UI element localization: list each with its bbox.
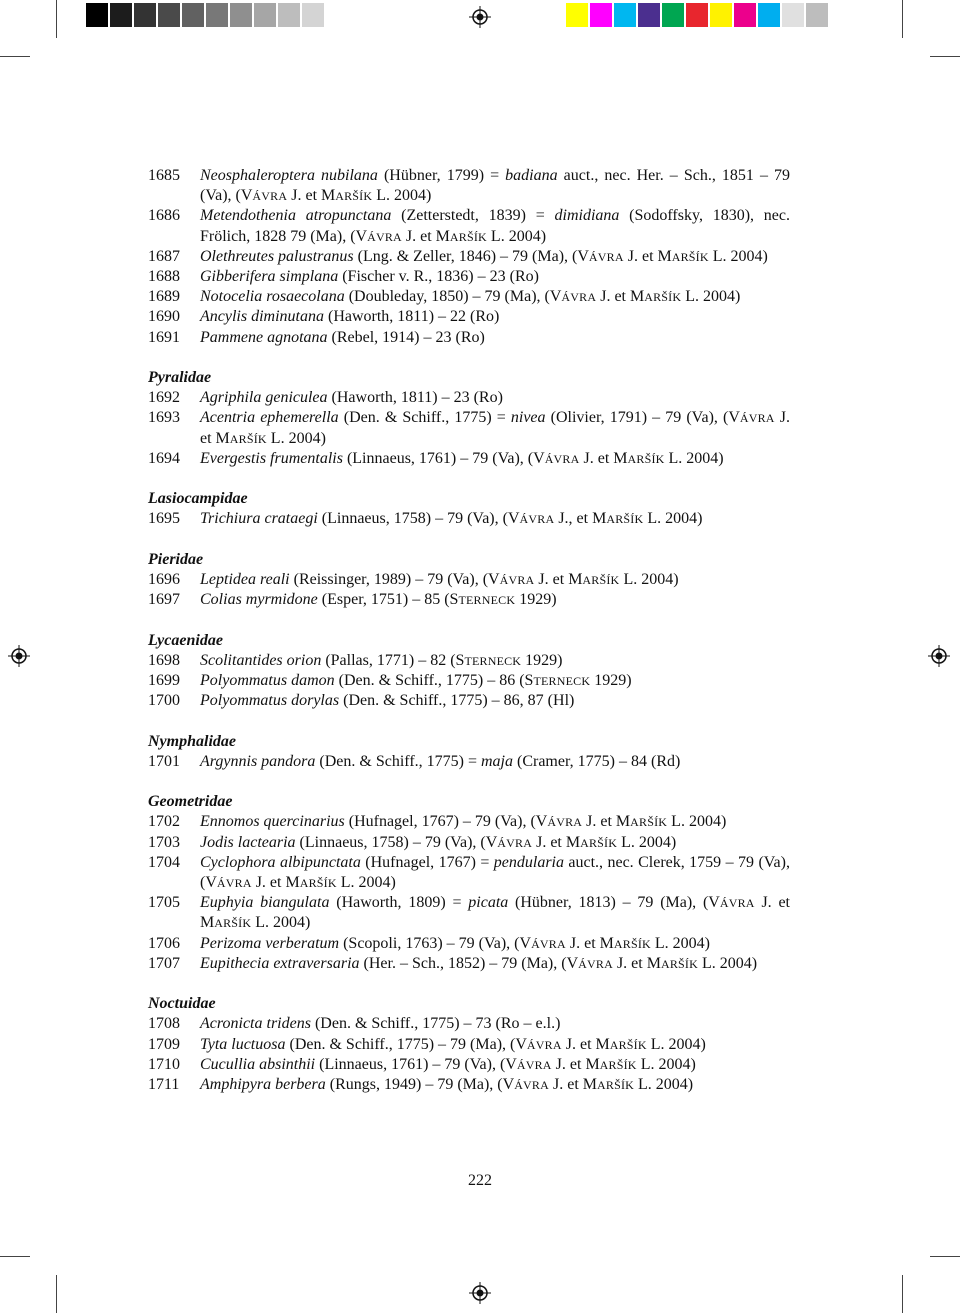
species-name: Trichiura crataegi: [200, 510, 318, 528]
entry-text: (Linnaeus, 1758) – 79 (Va), (V: [295, 833, 498, 851]
entry-text: L. 2004): [266, 429, 326, 447]
author-smallcaps: ÁVRA: [531, 936, 566, 951]
family-heading: Lasiocampidae: [148, 490, 248, 508]
species-name: Cucullia absinthii: [200, 1055, 316, 1073]
author-smallcaps: ÁVRA: [519, 512, 555, 527]
species-name: Acronicta tridens: [200, 1015, 311, 1033]
entry-text: (Den. & Schiff., 1775) – 73 (Ro – e.l.): [310, 1015, 561, 1033]
gray-color-bar: [86, 3, 326, 27]
color-swatch: [614, 3, 636, 27]
species-list: [148, 166, 790, 1095]
entry-text: (Linnaeus, 1758) – 79 (Va), (V: [317, 510, 520, 528]
entry-text: J. et M: [549, 1076, 597, 1094]
entry-text: (Den. & Schiff., 1775) – 79 (Ma), (V: [285, 1035, 527, 1053]
crop-mark: [902, 1275, 903, 1313]
entry-number: 1702: [148, 813, 180, 831]
author-smallcaps: ÁVRA: [514, 1078, 549, 1093]
entry-text: L. 2004): [708, 247, 768, 265]
author-smallcaps: TERNECK: [458, 593, 516, 608]
author-smallcaps: ARŠÍK: [599, 1057, 637, 1072]
species-name: Argynnis pandora: [200, 752, 316, 770]
author-smallcaps: ARŠÍK: [299, 876, 337, 891]
species-entry: [148, 166, 790, 206]
author-smallcaps: ÁVRA: [544, 451, 580, 466]
entry-text: (Hufnagel, 1767) =: [360, 853, 494, 871]
species-name: Olethreutes palustranus: [200, 247, 354, 265]
registration-mark-icon: [469, 6, 491, 28]
species-name: nivea: [510, 409, 546, 427]
entry-text: (Lng. & Zeller, 1846) – 79 (Ma), (V: [353, 247, 589, 265]
entry-number: 1703: [148, 833, 180, 851]
crop-mark: [0, 1256, 30, 1257]
color-swatch: [230, 3, 252, 27]
crop-mark: [930, 1256, 960, 1257]
entry-text: 1929): [515, 591, 557, 609]
species-name: Tyta luctuosa: [200, 1035, 286, 1053]
entry-text: L. 2004): [619, 571, 679, 589]
color-swatch: [662, 3, 684, 27]
species-name: Scolitantides orion: [200, 651, 322, 669]
entry-text: L. 2004): [617, 833, 677, 851]
entry-number: 1685: [148, 167, 180, 184]
entry-text: (Her. – Sch., 1852) – 79 (Ma), (V: [359, 954, 579, 972]
species-name: Cyclophora albipunctata: [200, 853, 361, 871]
entry-text: J. et M: [551, 1055, 600, 1073]
entry-text: (Hufnagel, 1767) – 79 (Va), (V: [344, 813, 548, 831]
entry-text: L. 2004): [681, 288, 741, 306]
entry-text: J. et M: [401, 227, 450, 245]
color-swatch: [806, 3, 828, 27]
species-name: Evergestis frumentalis: [200, 449, 343, 467]
entry-text: (Esper, 1751) – 85 (S: [317, 591, 459, 609]
species-entry: [148, 1075, 790, 1095]
entry-number: 1686: [148, 207, 180, 225]
entry-text: (Olivier, 1791) – 79 (Va), (V: [545, 409, 740, 427]
color-swatch: [782, 3, 804, 27]
entry-number: 1707: [148, 954, 180, 972]
family-heading: Noctuidae: [148, 995, 216, 1013]
crop-mark: [56, 1275, 57, 1313]
color-swatch: [590, 3, 612, 27]
author-smallcaps: TERNECK: [533, 674, 591, 689]
entry-number: 1695: [148, 510, 180, 528]
entry-text: L. 2004): [650, 934, 710, 952]
entry-text: (Haworth, 1811) – 23 (Ro): [327, 389, 503, 407]
entry-text: L. 2004): [336, 874, 396, 892]
registration-mark-icon: [928, 645, 950, 667]
author-smallcaps: ÁVRA: [526, 1037, 562, 1052]
species-name: Eupithecia extraversaria: [200, 954, 360, 972]
author-smallcaps: ARŠÍK: [660, 956, 698, 971]
entry-text: (Cramer, 1775) – 84 (Rd): [513, 752, 681, 770]
species-entry: [148, 509, 790, 529]
species-entry: [148, 408, 790, 448]
entry-number: 1709: [148, 1035, 180, 1053]
author-smallcaps: ARŠÍK: [630, 815, 668, 830]
crop-mark: [902, 0, 903, 38]
species-name: Neosphaleroptera nubilana: [200, 167, 378, 184]
color-swatch: [134, 3, 156, 27]
species-entry: [148, 954, 790, 974]
author-smallcaps: ÁVRA: [547, 815, 583, 830]
entry-number: 1687: [148, 247, 180, 265]
author-smallcaps: TERNECK: [464, 653, 522, 668]
species-name: pendularia: [493, 853, 564, 871]
family-heading: Nymphalidae: [148, 732, 236, 750]
color-swatch: [278, 3, 300, 27]
family-section: [148, 489, 790, 529]
entry-number: 1700: [148, 692, 180, 710]
species-name: picata: [468, 894, 509, 912]
entry-number: 1699: [148, 672, 180, 690]
entry-text: L. 2004): [664, 449, 724, 467]
entry-text: L. 2004): [643, 510, 703, 528]
species-entry: [148, 590, 790, 610]
entry-text: (Den. & Schiff., 1775) =: [338, 409, 511, 427]
entry-number: 1710: [148, 1055, 180, 1073]
family-section: [148, 368, 790, 469]
entry-text: J. et M: [596, 288, 645, 306]
species-entry: [148, 752, 790, 772]
entry-text: (Reissinger, 1989) – 79 (Va), (V: [289, 571, 500, 589]
author-smallcaps: ARŠÍK: [449, 229, 487, 244]
species-name: Notocelia rosaecolana: [200, 288, 345, 306]
author-smallcaps: ÁVRA: [561, 290, 597, 305]
entry-text: J. et M: [200, 409, 791, 447]
species-entry: [148, 671, 790, 691]
entry-text: L. 2004): [486, 227, 547, 245]
species-name: Perizoma verberatum: [200, 934, 340, 952]
author-smallcaps: ÁVRA: [588, 249, 624, 264]
process-color-bar: [566, 3, 830, 27]
family-sections: [148, 368, 790, 1095]
species-entry: [148, 247, 790, 267]
species-name: Jodis lactearia: [200, 833, 296, 851]
entry-number: 1688: [148, 268, 180, 286]
tortricidae-entries: [148, 166, 790, 348]
species-entry: [148, 570, 790, 590]
author-smallcaps: ARŠÍK: [582, 573, 620, 588]
entry-text: J., et M: [554, 510, 607, 528]
color-swatch: [686, 3, 708, 27]
author-smallcaps: ÁVRA: [499, 573, 535, 588]
entry-text: (Linnaeus, 1761) – 79 (Va), (V: [315, 1055, 517, 1073]
species-name: Gibberifera simplana: [200, 268, 339, 286]
color-swatch: [182, 3, 204, 27]
species-name: Agriphila geniculea: [200, 389, 328, 407]
species-name: Polyommatus dorylas: [200, 692, 340, 710]
entry-text: J. et M: [623, 247, 672, 265]
entry-number: 1711: [148, 1076, 180, 1094]
entry-text: J. et M: [561, 1035, 610, 1053]
registration-mark-icon: [8, 645, 30, 667]
species-name: Pammene agnotana: [200, 328, 328, 346]
entry-number: 1705: [148, 894, 180, 912]
entry-text: L. 2004): [667, 813, 727, 831]
entry-number: 1696: [148, 571, 180, 589]
author-smallcaps: ARŠÍK: [597, 1078, 635, 1093]
entry-text: (Fischer v. R., 1836) – 23 (Ro): [338, 268, 539, 286]
crop-mark: [56, 0, 57, 38]
species-entry: [148, 1035, 790, 1055]
species-entry: [148, 287, 790, 307]
family-section: [148, 732, 790, 772]
entry-text: J. et M: [534, 571, 583, 589]
family-section: [148, 792, 790, 974]
author-smallcaps: ÁVRA: [578, 956, 613, 971]
species-name: Colias myrmidone: [200, 591, 318, 609]
entry-number: 1708: [148, 1015, 180, 1033]
author-smallcaps: ÁVRA: [516, 1057, 552, 1072]
entry-number: 1692: [148, 389, 180, 407]
entry-text: (Rungs, 1949) – 79 (Ma), (V: [325, 1076, 515, 1094]
color-swatch: [638, 3, 660, 27]
author-smallcaps: ARŠÍK: [671, 249, 709, 264]
family-section: [148, 631, 790, 712]
species-name: Polyommatus damon: [200, 672, 335, 690]
author-smallcaps: ARŠÍK: [335, 189, 373, 204]
family-heading: Geometridae: [148, 793, 233, 811]
species-name: Euphyia biangulata: [200, 894, 330, 912]
author-smallcaps: ÁVRA: [367, 229, 402, 244]
author-smallcaps: ARŠÍK: [214, 916, 252, 931]
author-smallcaps: ARŠÍK: [609, 1037, 647, 1052]
entry-text: L. 2004): [372, 187, 432, 205]
entry-number: 1698: [148, 651, 180, 669]
author-smallcaps: ÁVRA: [739, 411, 775, 426]
entry-text: (Doubleday, 1850) – 79 (Ma), (V: [344, 288, 562, 306]
color-swatch: [86, 3, 108, 27]
crop-mark: [930, 56, 960, 57]
species-name: badiana: [505, 167, 558, 184]
species-entry: [148, 893, 790, 933]
species-name: maja: [481, 752, 513, 770]
entry-text: (Hübner, 1813) – 79 (Ma), (V: [508, 894, 720, 912]
author-smallcaps: ARŠÍK: [644, 290, 682, 305]
color-swatch: [110, 3, 132, 27]
species-entry: [148, 206, 790, 246]
species-name: dimidiana: [554, 207, 620, 225]
entry-number: 1693: [148, 409, 180, 427]
entry-text: L. 2004): [634, 1076, 694, 1094]
species-entry: [148, 307, 790, 327]
species-entry: [148, 691, 790, 711]
entry-text: J. et M: [200, 894, 790, 932]
species-entry: [148, 853, 790, 893]
entry-text: J. et M: [251, 874, 300, 892]
crop-mark: [0, 56, 30, 57]
color-swatch: [758, 3, 780, 27]
author-smallcaps: ÁVRA: [497, 835, 533, 850]
color-swatch: [566, 3, 588, 27]
entry-text: J. et M: [532, 833, 581, 851]
entry-text: 1929): [590, 672, 632, 690]
author-smallcaps: ARŠÍK: [613, 936, 651, 951]
author-smallcaps: ÁVRA: [719, 896, 755, 911]
entry-text: J. et M: [565, 934, 614, 952]
entry-number: 1704: [148, 853, 180, 871]
entry-number: 1701: [148, 752, 180, 770]
entry-text: L. 2004): [646, 1035, 706, 1053]
registration-mark-icon: [469, 1282, 491, 1304]
entry-text: (Den. & Schiff., 1775) – 86, 87 (Hl): [339, 692, 575, 710]
author-smallcaps: ARŠÍK: [627, 451, 665, 466]
entry-number: 1706: [148, 934, 180, 952]
entry-text: auct., nec. Clerek, 1759 – 79 (Va), (V: [200, 853, 790, 892]
entry-text: L. 2004): [697, 954, 758, 972]
entry-text: J. et M: [579, 449, 628, 467]
family-section: [148, 994, 790, 1095]
species-name: Ancylis diminutana: [200, 308, 324, 326]
species-entry: [148, 388, 790, 408]
species-name: Amphipyra berbera: [200, 1076, 326, 1094]
entry-text: J. et M: [612, 954, 661, 972]
family-heading: Lycaenidae: [148, 631, 223, 649]
entry-text: (Pallas, 1771) – 82 (S: [321, 651, 465, 669]
author-smallcaps: ÁVRA: [216, 876, 252, 891]
entry-number: 1697: [148, 591, 180, 609]
entry-number: 1691: [148, 328, 180, 346]
color-swatch: [206, 3, 228, 27]
author-smallcaps: ARŠÍK: [229, 431, 267, 446]
author-smallcaps: ÁVRA: [252, 189, 288, 204]
species-name: Acentria ephemerella: [200, 409, 339, 427]
entry-text: 1929): [521, 651, 563, 669]
family-section: [148, 550, 790, 611]
color-swatch: [158, 3, 180, 27]
color-swatch: [254, 3, 276, 27]
species-entry: [148, 651, 790, 671]
entry-number: 1694: [148, 449, 180, 467]
species-name: Ennomos quercinarius: [200, 813, 345, 831]
entry-text: (Haworth, 1811) – 22 (Ro): [323, 308, 500, 326]
species-entry: [148, 833, 790, 853]
species-name: Metendothenia atropunctana: [200, 207, 392, 225]
entry-text: (Zetterstedt, 1839) =: [391, 207, 555, 225]
entry-text: L. 2004): [251, 914, 311, 932]
entry-text: auct., nec. Her. – Sch., 1851 – 79 (Va), (V: [200, 167, 791, 205]
family-heading: Pyralidae: [148, 369, 212, 387]
entry-text: (Linnaeus, 1761) – 79 (Va), (V: [342, 449, 545, 467]
entry-text: J. et M: [287, 187, 336, 205]
species-entry: [148, 328, 790, 348]
species-name: Leptidea reali: [200, 571, 290, 589]
author-smallcaps: ARŠÍK: [606, 512, 644, 527]
species-entry: [148, 1014, 790, 1034]
species-entry: [148, 1055, 790, 1075]
family-heading: Pieridae: [148, 550, 204, 568]
species-entry: [148, 934, 790, 954]
entry-text: J. et M: [582, 813, 631, 831]
entry-text: L. 2004): [636, 1055, 696, 1073]
entry-text: (Haworth, 1809) =: [329, 894, 469, 912]
species-entry: [148, 267, 790, 287]
entry-text: (Sodoffsky, 1830), nec. Frölich, 1828 79 (Ma), (V: [200, 207, 791, 245]
color-swatch: [710, 3, 732, 27]
entry-text: (Den. & Schiff., 1775) =: [315, 752, 481, 770]
entry-number: 1689: [148, 288, 180, 306]
author-smallcaps: ARŠÍK: [580, 835, 618, 850]
entry-text: (Hübner, 1799) =: [377, 167, 506, 184]
species-entry: [148, 449, 790, 469]
entry-text: (Scopoli, 1763) – 79 (Va), (V: [339, 934, 532, 952]
entry-number: 1690: [148, 308, 180, 326]
color-swatch: [302, 3, 324, 27]
entry-text: (Rebel, 1914) – 23 (Ro): [327, 328, 485, 346]
entry-text: (Den. & Schiff., 1775) – 86 (S: [334, 672, 534, 690]
page-number: 222: [468, 1172, 492, 1189]
color-swatch: [734, 3, 756, 27]
species-entry: [148, 812, 790, 832]
